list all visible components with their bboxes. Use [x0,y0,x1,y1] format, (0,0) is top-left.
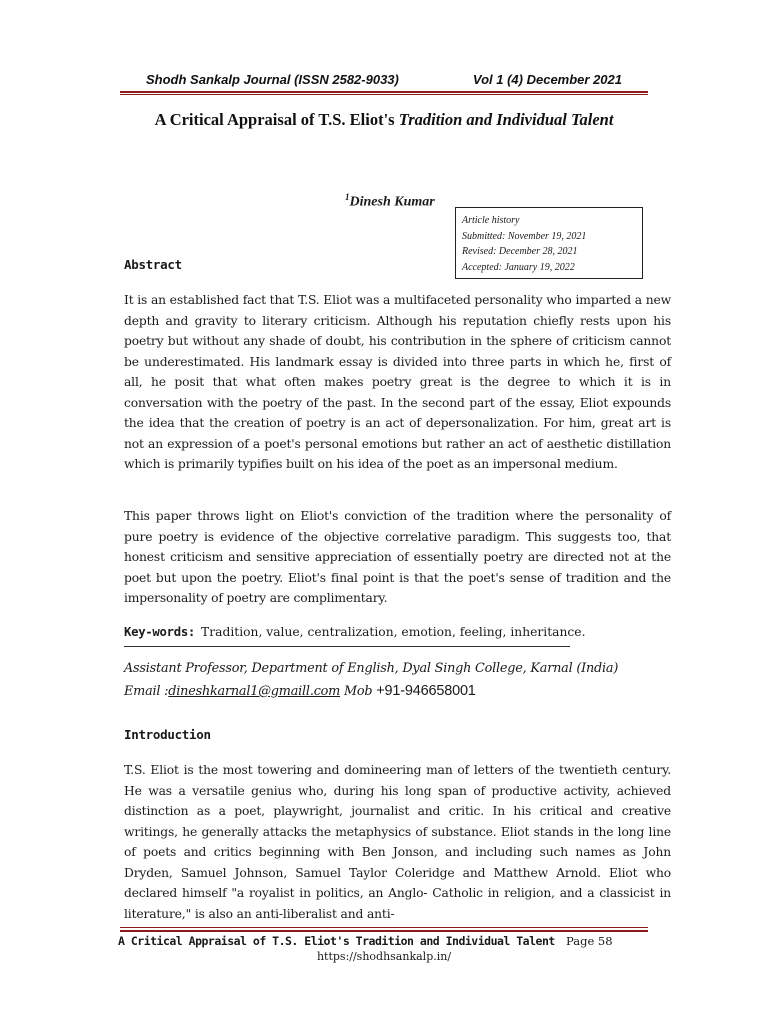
abstract-paragraph-1: It is an established fact that T.S. Eliot was a multifaceted personality who imparted a new depth and gravity to literary criticism. Although his reputation chiefly rests upon his poetry but without any shade of doubt, his contribution in the sphere of criticism cannot be underestimated. His landmark essay is divided into three parts in which he, first of all, he posit that what often makes poetry great is the degree to which it is in conversation with the poetry of the past. In the second part of the essay, Eliot expounds the idea that the creation of poetry is an act of depersonalization. For him, great art is not an expression of a poet's personal emotions but rather an act of aesthetic distillation which is primarily typifies built on his idea of the poet as an impersonal medium. [124,293,671,471]
history-label: Article history [462,215,520,226]
history-accepted: Accepted: January 19, 2022 [462,261,575,273]
footer-title: A Critical Appraisal of T.S. Eliot's Tradition and Individual Talent [118,934,555,948]
author [345,192,435,211]
mob-label: Mob [343,684,373,699]
title-italic: Tradition and Individual Talent [398,110,614,129]
history-revised: Revised: December 28, 2021 [462,246,578,257]
abstract-paragraph-2: This paper throws light on Eliot's conviction of the tradition where the personality of pure poetry is evidence of the objective correlative paradigm. This suggests too, that honest criticism and sensitive appreciation of essentially poetry are directed not at the poet but upon the poetry. Eliot's final point is that the poet's sense of tradition and the impersonality of poetry are complimentary. [124,509,671,605]
footer-url[interactable]: https://shodhsankalp.in/ [316,950,452,963]
affiliation-line: Assistant Professor, Department of English, Dyal Singh College, Karnal (India) [124,661,619,676]
paper-title [0,110,768,130]
contact-line [124,680,684,703]
keywords [124,622,671,642]
keywords-label: Key-words: [124,625,196,639]
abstract-heading: Abstract [124,257,182,272]
keywords-rule [124,646,570,647]
running-header [146,72,622,87]
journal-volume: Vol 1 (4) December 2021 [472,72,622,87]
email-label: Email : [124,684,169,699]
footer-rule [120,930,648,932]
phone-number: +91-946658001 [376,683,476,699]
journal-name: Shodh Sankalp Journal (ISSN 2582-9033) [146,72,399,87]
page-number: Page 58 [566,934,613,948]
introduction-heading: Introduction [124,727,211,742]
author-affiliation [124,658,684,703]
keywords-values: Tradition, value, centralization, emotion, feeling, inheritance. [201,625,586,639]
history-submitted: Submitted: November 19, 2021 [462,230,587,242]
author-name: Dinesh Kumar [349,194,435,210]
article-history-box [455,207,643,279]
title-prefix: A Critical Appraisal of T.S. Eliot's [154,110,399,129]
header-rule [120,91,648,93]
footer-rule-thin [120,927,648,928]
running-footer [118,934,648,948]
email-link[interactable]: dineshkarnal1@gmaill.com [168,684,341,699]
header-rule-thin [120,94,648,95]
author-superscript: 1 [345,192,350,202]
introduction-paragraph: T.S. Eliot is the most towering and domineering man of letters of the twentieth century. He was a versatile genius who, during his long span of productive activity, achieved distinction as a poet, playwright, journalist and critic. In his critical and creative writings, he generally attacks the metaphysics of substance. Eliot stands in the long line of poets and critics beginning with Ben Jonson, and including such names as John Dryden, Samuel Johnson, Samuel Taylor Coleridge and Matthew Arnold. Eliot who declared himself "a royalist in politics, an Anglo- Catholic in religion, and a classicist in literature," is also an anti-liberalist and anti- [124,763,671,921]
